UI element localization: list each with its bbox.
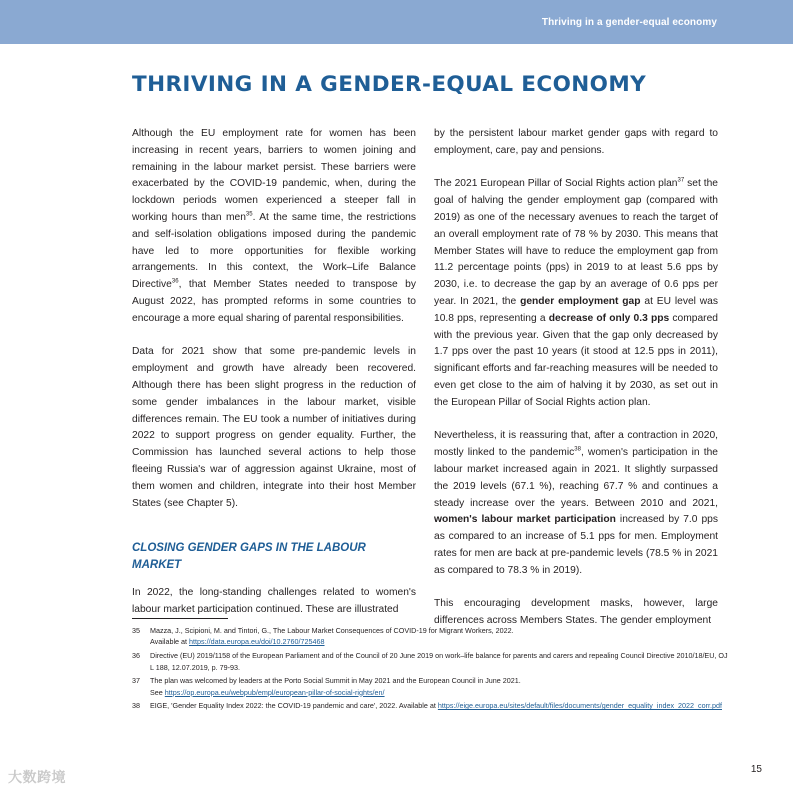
footnote-35: 35 Mazza, J., Scipioni, M. and Tintori, G., The Labour Market Consequences of COVID-19 for Migrant Workers, 2022. Available at https://data.europa.eu/doi/10.2760/725468 (132, 626, 514, 647)
footnote-link[interactable]: https://op.europa.eu/webpub/empl/european-pillar-of-social-rights/en/ (164, 687, 385, 697)
left-paragraph-1: Although the EU employment rate for women has been increasing in recent years, barriers to women joining and remaining in the labour market persist. These barriers were exacerbated by the COVID-19 pandemic, when, during the lockdown periods women experienced a steeper fall in working hours than men$^{35}$. At the same time, the restrictions and self-isolation obligations imposed during the pandemic have led to more opportunities for flexible working arrangements. In this context, the Work–Life Balance Directive$^{36}$, that Member States needed to transpose by August 2022, has prompted reforms in some countries to encourage a more equal sharing of parental responsibilities. (132, 128, 416, 324)
footnote-ref-35[interactable]: 35 (245, 211, 253, 218)
right-paragraph-4: This encouraging development masks, however, large differences across Members States. The gender employment (434, 598, 718, 627)
running-header: Thriving in a gender-equal economy (541, 17, 717, 28)
footnote-36: 36 Directive (EU) 2019/1158 of the European Parliament and of the Council of 20 June 2019 on work–life balance for parents and carers and repealing Council Directive 2010/18/EU, OJ L 188, 12.07.2019, p. 79-93. (132, 651, 728, 672)
right-paragraph-1: by the persistent labour market gender gaps with regard to employment, care, pay and pensions. (434, 128, 718, 156)
footnote-ref-38[interactable]: 38 (574, 446, 581, 453)
footnotes (132, 625, 732, 714)
footnote-link[interactable]: https://eige.europa.eu/sites/default/files/documents/gender_equality_index_2022_corr.pdf (437, 701, 722, 711)
footnote-ref-37[interactable]: 37 (677, 177, 685, 184)
page-number: 15 (750, 764, 762, 775)
left-paragraph-3: In 2022, the long-standing challenges related to women's labour market participation continued. These are illustrated (132, 587, 416, 616)
right-paragraph-3: Nevertheless, it is reassuring that, after a contraction in 2020, mostly linked to the pandemic$^{38}$, women's participation in the labour market increased again in 2021. It slightly surpassed the 2019 levels (67.1 %), reaching 67.7 % and continues a steady increase over the years. Between 2010 and 2021, women's labour market participation increased by 7.0 pps as compared to an increase of 5.1 pps for men. Employment rates for men are back at pre-pandemic levels (78.5 % in 2021 as compared to 78.3 % in 2019). (434, 430, 719, 576)
watermark: 大数跨境 (8, 769, 66, 785)
left-paragraph-2: Data for 2021 show that some pre-pandemic levels in employment and growth have already been recovered. Although there has been slight progress in the reduction of some gender imbalances in the labour market, visible differences remain. The EU took a number of initiatives during 2022 to support progress on gender equality. Further, the Commission has launched several actions to help those fleeing Russia's war of aggression against Ukraine, most of them women and children, integrate into their host Member States (see Chapter 5). (132, 346, 416, 509)
right-paragraph-2: The 2021 European Pillar of Social Rights action plan$^{37}$ set the goal of halving the gender employment gap (compared with 2019) as one of the necessary avenues to reach the target of an overall employment rate of 78 % by 2030. This means that Member States will have to reduce the employment gap from 11.2 percentage points (pps) in 2019 to at least 5.6 pps by 2030, i.e. to decrease the gap by an average of 0.6 pps per year. In 2021, the gender employment gap at EU level was 10.8 pps, representing a decrease of only 0.3 pps compared with the previous year. Given that the gap only decreased by 1.7 pps over the past 10 years (it stood at 12.5 pps in 2011), significant efforts and far-reaching measures will be needed to even get close to the aim of halving it by 2030, as set out in the European Pillar of Social Rights action plan. (434, 177, 719, 408)
header-band (0, 0, 793, 44)
footnote-link[interactable]: https://data.europa.eu/doi/10.2760/725468 (189, 637, 325, 647)
footnote-37: 37 The plan was welcomed by leaders at the Porto Social Summit in May 2021 and the European Council in June 2021. See https://op.europa.eu/webpub/empl/european-pillar-of-social-rights/en/ (132, 676, 521, 697)
section-heading: CLOSING GENDER GAPS IN THE LABOUR MARKET (132, 542, 366, 571)
footnote-38: 38 EIGE, 'Gender Equality Index 2022: the COVID-19 pandemic and care', 2022. Available at https://eige.europa.eu/sites/default/files/documents/gender_equality_index_2022_corr.pdf (132, 701, 722, 711)
left-column (132, 126, 416, 636)
footnote-ref-36[interactable]: 36 (171, 278, 179, 285)
right-column (434, 126, 718, 647)
page-title: THRIVING IN A GENDER-EQUAL ECONOMY (132, 72, 647, 97)
footnote-divider (132, 618, 228, 619)
